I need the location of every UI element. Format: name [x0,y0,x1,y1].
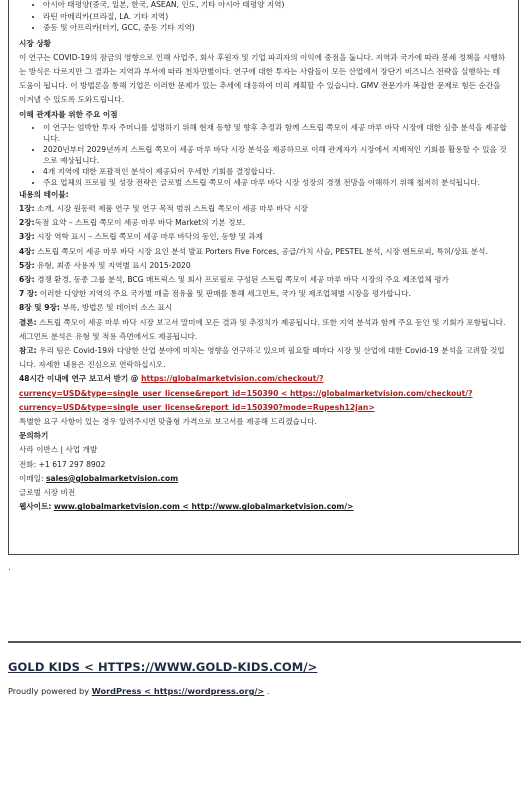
key-points-heading: 이해 관계자를 위한 주요 이점 [19,109,118,119]
contact-website [19,500,508,514]
key-points-list [19,122,508,188]
key-point-item: • 2020년부터 2029년까지 스트립 쪽모이 세공 마루 바닥 시장 분석을 제공하므로 이해 관계자가 시장에서 지배적인 기회를 활용할 수 있을 것으로 예상됩니다. [43,144,508,166]
chapter-line [19,245,508,259]
chapter-line [19,287,508,301]
site-title-link[interactable]: GOLD KIDS < HTTPS://WWW.GOLD-KIDS.COM/> [8,660,318,674]
market-status-heading: 시장 상황 [19,38,51,48]
chapter-label: 6장: [19,274,35,284]
contact-phone [19,458,508,472]
conclusion [19,316,508,344]
stray-mark: . [8,563,11,573]
chapter-line [19,202,508,216]
contact-name: 사라 이반스 | 사업 개발 [19,445,98,455]
footer-divider [8,641,521,643]
chapter-label: 4장: [19,246,35,256]
conclusion-text: 스트립 쪽모이 세공 마루 바닥 시장 보고서 말미에 모든 결과 및 추정치가 제공됩니다. 또한 지역 분석과 함께 주요 동인 및 기회가 포함됩니다. 세그먼트 분석은 유형 및 적용 측면에서도 제공됩니다. [19,317,506,341]
special-request: 특별한 요구 사항이 있는 경우 알려주시면 맞춤형 가격으로 보고서를 제공해 드리겠습니다. [19,416,317,426]
chapter-label: 3장: [19,232,35,242]
contact-email [19,472,508,486]
checkout-link[interactable]: https://globalmarketvision.com/checkout/?currency=USD&type=single_user_license&report_id=150390 < https://globalmarketvision.com/checkout/?currency=USD&type=single_user_license&report_id=150390?mode=Rupesh12jan> [19,374,473,412]
chapter-label: 2장: [19,218,35,228]
chapter-line [19,301,508,315]
chapter-line [19,216,508,230]
powered-suffix: . [264,686,270,696]
chapter-label: 8장 및 9장: [19,303,60,313]
region-list [19,0,508,34]
note-label: 참고: [19,345,37,355]
email-link[interactable]: sales@globalmarketvision.com [46,473,179,483]
chapter-text: 유형, 최종 사용자 및 지역별 표시 2015-2020 [34,260,191,270]
checkout-line [19,372,508,415]
chapter-text: 시장 역학 표시 – 스트립 쪽모이 세공 마루 바닥의 동인, 동향 및 과제 [34,232,263,242]
chapter-text: 경쟁 환경, 동종 그룹 분석, BCG 매트릭스 및 회사 프로필로 구성된 스트립 쪽모이 세공 마루 바닥 시장의 주요 제조업체 평가 [34,274,449,284]
website-link[interactable]: www.globalmarketvision.com < http://www.globalmarketvision.com/> [53,502,354,512]
phone-value: +1 617 297 8902 [36,459,106,469]
contents-heading: 내용의 테이블: [19,189,69,199]
chapter-text: 부록, 방법론 및 데이터 소스 표시 [59,303,173,313]
region-item: • 라틴 아메리카(브라질, LA. 기타 지역) [43,11,508,23]
key-point-item: • 주요 업체의 프로필 및 성장 전략은 글로벌 스트립 쪽모이 세공 마루 바닥 시장 성장의 경쟁 전망을 이해하기 위해 철저히 분석됩니다. [43,177,508,188]
chapter-text: 독점 요약 – 스트립 쪽모이 세공 마루 바닥 Market의 기본 정보. [34,218,246,228]
chapter-text: 스트립 쪽모이 세공 마루 바닥 시장 요인 분석 발표 Porters Five Forces, 공급/가치 사슬, PESTEL 분석, 시장 엔트로피, 특허/상표 분석. [34,246,488,256]
note-text: 우리 팀은 Covid-19와 다양한 산업 분야에 미치는 영향을 연구하고 있으며 필요할 때마다 시장 및 산업에 대한 Covid-19 분석을 고려할 것입니다. 자세한 내용은 진심으로 연락하십시오. [19,345,505,370]
chapter-label: 7 장: [19,289,38,299]
checkout-label: 48시간 이내에 연구 보고서 받기 @ [19,374,139,384]
chapter-line [19,273,508,287]
article-content-box [8,0,519,555]
chapter-line [19,259,508,273]
powered-prefix: Proudly powered by [8,686,92,696]
key-point-item: • 이 연구는 엄박한 투자 주머니를 설명하기 위해 현재 동향 및 향후 추정과 함께 스트립 쪽모이 세공 마루 바닥 시장에 대한 심층 분석을 제공합니다. [43,122,508,144]
key-point-item: • 4개 지역에 대한 포괄적인 분석이 제공되어 우세한 기회를 결정합니다. [43,166,508,177]
chapter-line [19,230,508,244]
market-status-body: 이 연구는 COVID-19의 잠금의 영향으로 인해 사업주, 회사 후원자 및 기업 파괴자의 이익에 중점을 둡니다. 지역과 국가에 따라 봉쇄 정책을 시행하는 방식은 다르지만 그 결과는 지역과 부서에 따라 천차만별이다. 연구에 대한 투자는 사람들이 모든 산업에서 장단기 비즈니스 전략을 실행하는 데 도움이 됩니다. 이 방법론을 통해 기업은 이러한 문제가 있는 추세에 대응하여 미리 계획할 수 있습니다. GMV 전문가가 복잡한 문제로 힘든 순간을 이겨낼 수 있도록 도와드립니다. [19,52,506,105]
chapter-text: 소개, 시장 원동력 제품 연구 및 연구 목적 범위 스트립 쪽모이 세공 마루 바닥 시장 [34,203,309,213]
contact-heading: 문의하기 [19,431,49,441]
conclusion-label: 결론: [19,317,37,327]
region-item: • 중동 및 아프리카(터키, GCC, 중동 기타 지역) [43,22,508,34]
company-name: 글로벌 시장 비전 [19,487,76,497]
chapter-text: 이러한 다양한 지역의 주요 국가별 매출 점유율 및 판매를 통해 세그먼트, 국가 및 제조업체별 시장을 평가합니다. [37,289,411,299]
email-label: 이메일: [19,473,44,483]
chapter-label: 5장: [19,260,35,270]
note [19,344,508,372]
wordpress-link[interactable]: WordPress < https://wordpress.org/> [91,686,265,696]
region-item: • 아시아 태평양(중국, 일본, 한국, ASEAN, 인도, 기타 아시아 태평양 지역) [43,0,508,11]
powered-by [8,686,270,696]
phone-label: 전화: [19,459,37,469]
chapter-label: 1장: [19,203,35,213]
website-label: 웹사이트: [19,502,52,512]
